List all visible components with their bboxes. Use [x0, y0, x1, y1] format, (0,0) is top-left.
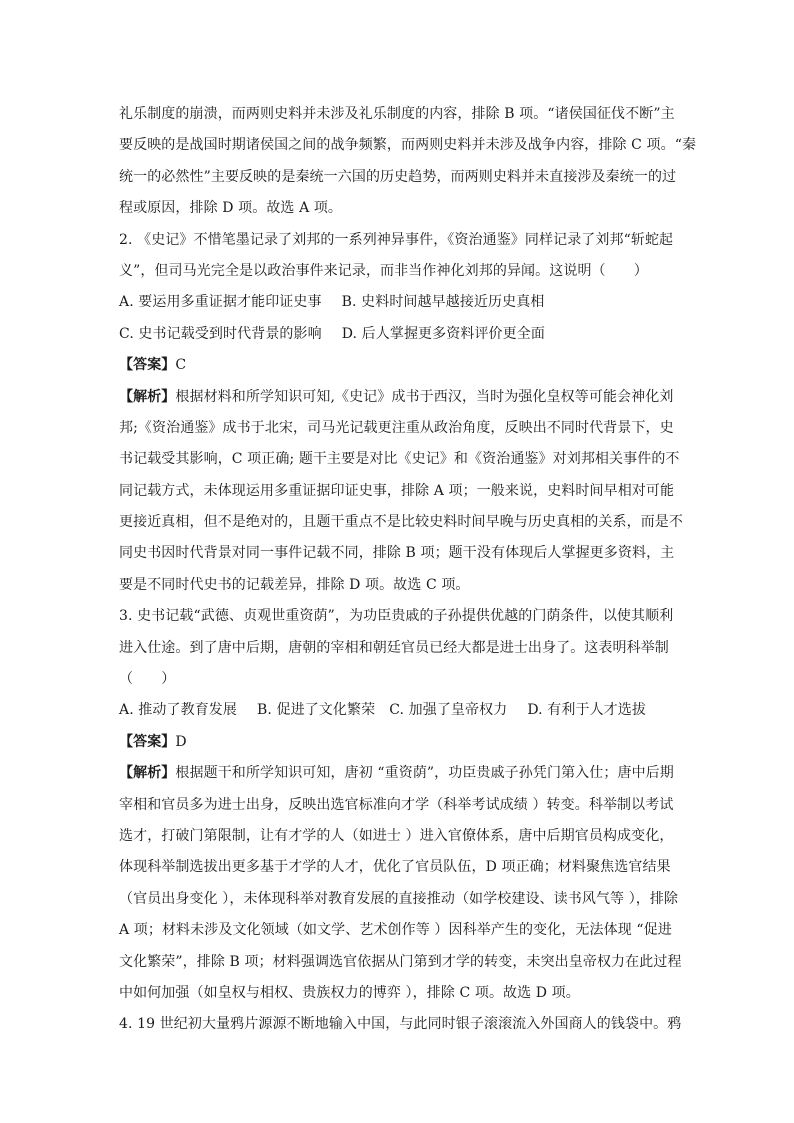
question-2-stem: 2. 《史记》不惜笔墨记录了刘邦的一系列神异事件，《资治通鉴》同样记录了刘邦“斩蛇起: [119, 231, 674, 248]
question-3-options-row: [119, 695, 679, 726]
analysis-line: [119, 382, 679, 413]
text-line: 同史书因时代背景对同一事件记载不同，排除 B 项；题干没有体现后人掌握更多资料，主: [119, 545, 675, 562]
answer-line: [119, 727, 679, 758]
option-b: B. 史料时间越早越接近历史真相: [341, 294, 545, 311]
analysis-text: 根据题干和所学知识可知，唐初 “重资荫”，功臣贵戚子孙凭门第入仕；唐中后期: [175, 765, 674, 782]
question-3-stem: 3. 史书记载“武德、贞观世重资荫”，为功臣贵戚的子孙提供优越的门荫条件，以使其顺利: [119, 608, 674, 625]
text-line: 程或原因，排除 D 项。故选 A 项。: [119, 200, 343, 217]
text-line: 文化繁荣”，排除 B 项；材料强调选官依据从门第到才学的转变，未突出皇帝权力在此过程: [119, 953, 682, 970]
option-b: B. 促进了文化繁荣: [257, 702, 376, 719]
text-line: 礼乐制度的崩溃，而两则史料并未涉及礼乐制度的内容，排除 B 项。“诸侯国征伐不断”主: [119, 106, 675, 122]
option-d: D. 后人掌握更多资料评价更全面: [341, 325, 545, 342]
text-line: （官员出身变化 ），未体现科举对教育发展的直接推动（如学校建设、读书风气等 ），排除: [119, 890, 679, 907]
text-line: 宰相和官员多为进士出身，反映出选官标准向才学（科举考试成绩 ）转变。科举制以考试: [119, 796, 674, 813]
question-2-stem: 义”，但司马光完全是以政治事件来记录，而非当作神化刘邦的异闻。这说明（ ）: [119, 262, 648, 279]
answer-label: 【答案】: [119, 357, 176, 374]
analysis-label: 【解析】: [119, 765, 176, 782]
option-c: C. 史书记载受到时代背景的影响: [119, 325, 322, 342]
text-line: 选才，打破门第限制，让有才学的人（如进士 ）进入官僚体系，唐中后期官员构成变化，: [119, 827, 674, 844]
text-line: 要是不同时代史书的记载差异，排除 D 项。故选 C 项。: [119, 576, 470, 593]
text-line: 同记载方式，未体现运用多重证据印证史事，排除 A 项；一般来说，史料时间早相对可能: [119, 482, 675, 499]
option-a: A. 推动了教育发展: [119, 702, 238, 719]
question-3-stem: （ ）: [119, 671, 176, 688]
analysis-label: 【解析】: [119, 388, 176, 405]
answer-value: C: [175, 357, 187, 374]
analysis-line: [119, 758, 679, 789]
answer-value: D: [175, 733, 187, 750]
text-line: 邦;《资治通鉴》成书于北宋，司马光记载更注重从政治角度，反映出不同时代背景下，史: [119, 419, 674, 436]
question-3-stem: 进入仕途。到了唐中后期，唐朝的宰相和朝廷官员已经大都是进士出身了。这表明科举制: [119, 639, 669, 656]
question-2-options-row-2: [119, 319, 679, 350]
option-a: A. 要运用多重证据才能印证史事: [119, 294, 322, 311]
answer-label: 【答案】: [119, 733, 176, 750]
answer-line: [119, 350, 679, 381]
option-d: D. 有利于人才选拔: [527, 702, 646, 719]
text-line: 书记载受其影响，C 项正确; 题干主要是对比《史记》和《资治通鉴》对刘邦相关事件的不: [119, 451, 680, 468]
text-line: 体现科举制选拔出更多基于才学的人才，优化了官员队伍，D 项正确；材料聚焦选官结果: [119, 859, 671, 876]
text-line: 中如何加强（如皇权与相权、贵族权力的博弈 ），排除 C 项。故选 D 项。: [119, 984, 580, 1001]
question-4-stem: 4. 19 世纪初大量鸦片源源不断地输入中国，与此同时银子滚滚流入外国商人的钱袋中。鸦: [119, 1016, 682, 1033]
question-2-options-row-1: [119, 287, 679, 318]
text-line: 要反映的是战国时期诸侯国之间的战争频繁，而两则史料并未涉及战争内容，排除 C 项。“秦: [119, 137, 697, 154]
text-line: 更接近真相，但不是绝对的，且题干重点不是比较史料时间早晚与历史真相的关系，而是不: [119, 514, 683, 531]
option-c: C. 加强了皇帝权力: [389, 702, 508, 719]
text-line: 统一的必然性”主要反映的是秦统一六国的历史趋势，而两则史料并未直接涉及秦统一的过: [119, 168, 677, 185]
document-body: [119, 99, 697, 1041]
text-line: A 项；材料未涉及文化领域（如文学、艺术创作等 ）因科举产生的变化，无法体现 “促进: [119, 922, 672, 939]
analysis-text: 根据材料和所学知识可知,《史记》成书于西汉，当时为强化皇权等可能会神化刘: [175, 388, 674, 405]
